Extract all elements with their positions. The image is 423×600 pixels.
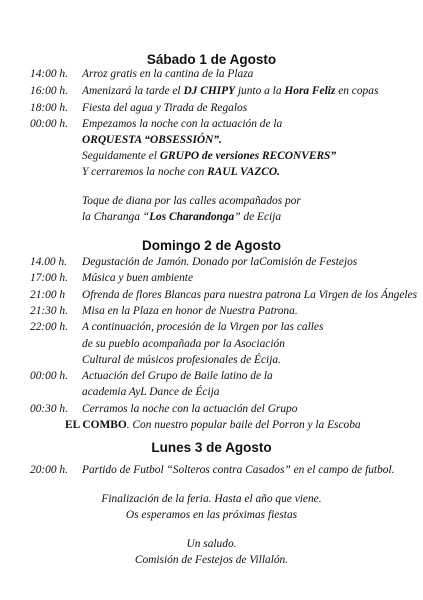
event-text: Cerramos la noche con la actuación del Grupo — [82, 403, 298, 415]
event-text: Misa en la Plaza en honor de Nuestra Patrona. — [82, 305, 298, 317]
event-text: Seguidamente el GRUPO de versiones RECONVERS” — [82, 150, 337, 162]
event-time: 00:00 h. — [30, 370, 68, 382]
event-row — [0, 148, 423, 165]
event-row — [0, 66, 423, 83]
closing-line: Os esperamos en las próximas fiestas — [125, 509, 298, 521]
event-text: academia AyL Dance de Écija — [82, 386, 220, 398]
section-title-domingo: Domingo 2 de Agosto — [142, 238, 281, 253]
event-text: Actuación del Grupo de Baile latino de la — [82, 370, 273, 382]
event-row — [0, 462, 423, 479]
event-text: Y cerraremos la noche con RAUL VAZCO. — [82, 166, 280, 178]
event-row — [0, 270, 423, 287]
event-row — [0, 352, 423, 369]
event-text: Degustación de Jamón. Donado por laComisión de Festejos — [82, 256, 358, 268]
event-time: 16:00 h. — [30, 85, 68, 97]
event-time: 14:00 h. — [30, 68, 68, 80]
event-row — [0, 287, 423, 304]
event-row — [0, 193, 423, 210]
event-row — [0, 209, 423, 226]
event-row — [0, 164, 423, 181]
event-row — [0, 368, 423, 385]
section-title-sabado: Sábado 1 de Agosto — [146, 52, 277, 67]
event-text: Partido de Futbol “Solteros contra Casados” en el campo de futbol. — [82, 464, 395, 476]
event-text: Amenizará la tarde el DJ CHIPY junto a la Hora Feliz en copas — [82, 85, 379, 97]
event-row — [0, 401, 423, 418]
event-row — [0, 254, 423, 271]
event-text: Música y buen ambiente — [82, 272, 194, 284]
event-row — [0, 336, 423, 353]
event-text: EL COMBO. Con nuestro popular baile del Porron y la Escoba — [65, 419, 361, 431]
event-row — [0, 303, 423, 320]
closing-signature: Comisión de Festejos de Villalón. — [134, 554, 289, 566]
event-text: ORQUESTA “OBSESSIÓN”. — [82, 134, 222, 146]
event-row — [0, 83, 423, 100]
event-text: Empezamos la noche con la actuación de la — [82, 118, 283, 130]
event-text: Arroz gratis en la cantina de la Plaza — [82, 68, 254, 80]
event-text: Toque de diana por las calles acompañados por — [82, 195, 301, 207]
event-time: 20:00 h. — [30, 464, 68, 476]
event-text: la Charanga “Los Charandonga” de Ecija — [82, 211, 282, 223]
event-time: 18:00 h. — [30, 102, 68, 114]
event-time: 00:00 h. — [30, 118, 68, 130]
event-time: 21:00 h — [30, 289, 66, 301]
event-time: 00:30 h. — [30, 403, 68, 415]
event-text: Fiesta del agua y Tirada de Regalos — [82, 102, 248, 114]
event-row — [0, 132, 423, 149]
event-text: Ofrenda de flores Blancas para nuestra patrona La Virgen de los Ángeles — [82, 289, 418, 301]
event-time: 22:00 h. — [30, 321, 68, 333]
event-time: 21:30 h. — [30, 305, 68, 317]
event-row — [0, 100, 423, 117]
event-time: 14.00 h. — [30, 256, 68, 268]
event-row — [0, 116, 423, 133]
event-text: A continuación, procesión de la Virgen por las calles — [82, 321, 324, 333]
event-row — [0, 319, 423, 336]
event-text: de su pueblo acompañada por la Asociación — [82, 338, 285, 350]
event-text: Cultural de músicos profesionales de Écija. — [82, 354, 281, 366]
closing-line: Finalización de la feria. Hasta el año que viene. — [101, 493, 322, 505]
event-row — [0, 417, 423, 434]
closing-line: Un saludo. — [186, 538, 237, 550]
event-row — [0, 384, 423, 401]
event-time: 17:00 h. — [30, 272, 68, 284]
section-title-lunes: Lunes 3 de Agosto — [151, 440, 272, 455]
